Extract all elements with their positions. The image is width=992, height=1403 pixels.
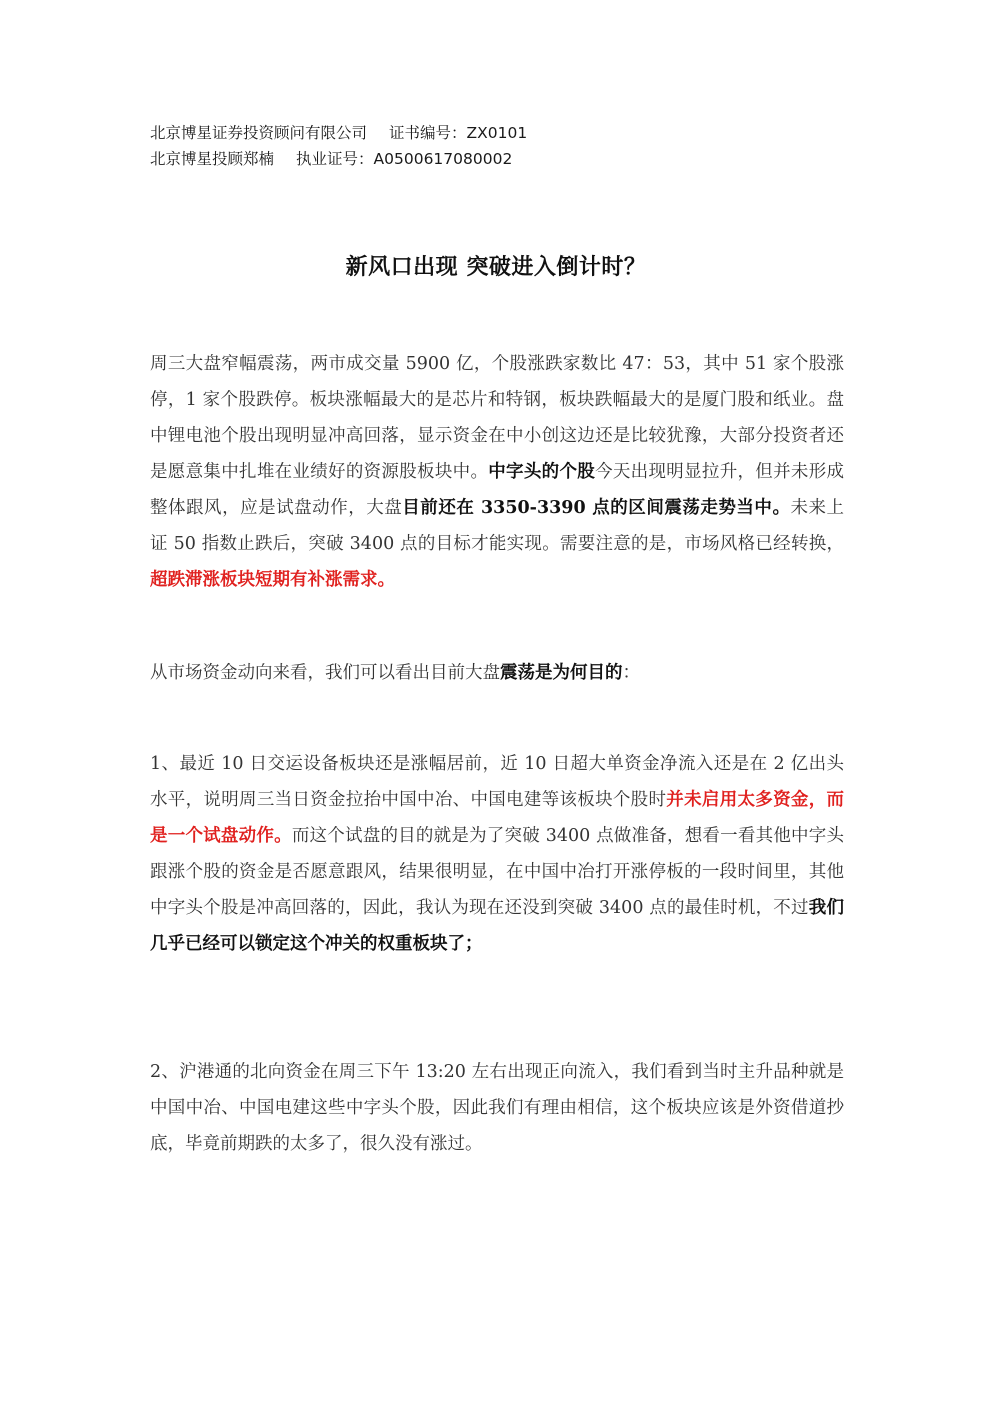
paragraph-point-1 bbox=[150, 746, 844, 962]
p2-text-2: ： bbox=[622, 663, 640, 683]
p3-bold-1: 我们几乎已经可以锁定这个冲关的权重板块了； bbox=[150, 898, 844, 954]
p1-bold-1: 中字头的个股 bbox=[488, 462, 596, 482]
document-header bbox=[150, 120, 527, 172]
paragraph-market-summary bbox=[150, 346, 844, 598]
p2-text-1: 从市场资金动向来看，我们可以看出目前大盘 bbox=[150, 663, 500, 683]
advisor-name: 北京博星投顾郑楠 bbox=[150, 150, 275, 168]
paragraph-point-2 bbox=[150, 1054, 844, 1162]
p1-text-3: 未来上证 50 指数止跌后，突破 3400 点的目标才能实现。需要注意的是，市场风格已经转换， bbox=[150, 498, 845, 554]
p3-text-1: 1、最近 10 日交运设备板块还是涨幅居前，近 10 日超大单资金净流入还是在 2 亿出头水平，说明周三当日资金拉抬中国中冶、中国电建等该板块个股时 bbox=[150, 754, 844, 810]
p1-red-1: 超跌滞涨板块短期有补涨需求。 bbox=[150, 570, 395, 590]
p1-text-2: 今天出现明显拉升，但并未形成整体跟风，应是试盘动作，大盘 bbox=[150, 462, 845, 518]
company-line bbox=[150, 120, 527, 146]
paragraph-fund-flow-intro bbox=[150, 655, 844, 691]
license-number: 执业证号：A0500617080002 bbox=[296, 150, 513, 168]
p4-text-1: 2、沪港通的北向资金在周三下午 13:20 左右出现正向流入，我们看到当时主升品种就是中国中冶、中国电建这些中字头个股，因此我们有理由相信，这个板块应该是外资借道抄底，毕竟前期跌的太多了，很久没有涨过。 bbox=[150, 1062, 844, 1154]
p1-text-1: 周三大盘窄幅震荡，两市成交量 5900 亿，个股涨跌家数比 47：53，其中 51 家个股涨停，1 家个股跌停。板块涨幅最大的是芯片和特钢，板块跌幅最大的是厦门股和纸业。盘中锂电池个股出现明显冲高回落，显示资金在中小创这边还是比较犹豫，大部分投资者还是愿意集中扎堆在业绩好的资源股板块中。 bbox=[150, 354, 844, 482]
certificate-number: 证书编号：ZX0101 bbox=[389, 124, 528, 142]
p2-bold-1: 震荡是为何目的 bbox=[500, 663, 623, 683]
p3-text-2: 而这个试盘的目的就是为了突破 3400 点做准备，想看一看其他中字头跟涨个股的资金是否愿意跟风，结果很明显，在中国中冶打开涨停板的一段时间里，其他中字头个股是冲高回落的，因此，我认为现在还没到突破 3400 点的最佳时机，不过 bbox=[150, 826, 844, 918]
p3-red-1: 并未启用太多资金，而是一个试盘动作。 bbox=[150, 790, 845, 846]
advisor-line bbox=[150, 146, 527, 172]
article-title: 新风口出现 突破进入倒计时？ bbox=[345, 254, 647, 280]
company-name: 北京博星证券投资顾问有限公司 bbox=[150, 124, 368, 142]
p1-bold-2: 目前还在 3350-3390 点的区间震荡走势当中。 bbox=[402, 498, 791, 518]
